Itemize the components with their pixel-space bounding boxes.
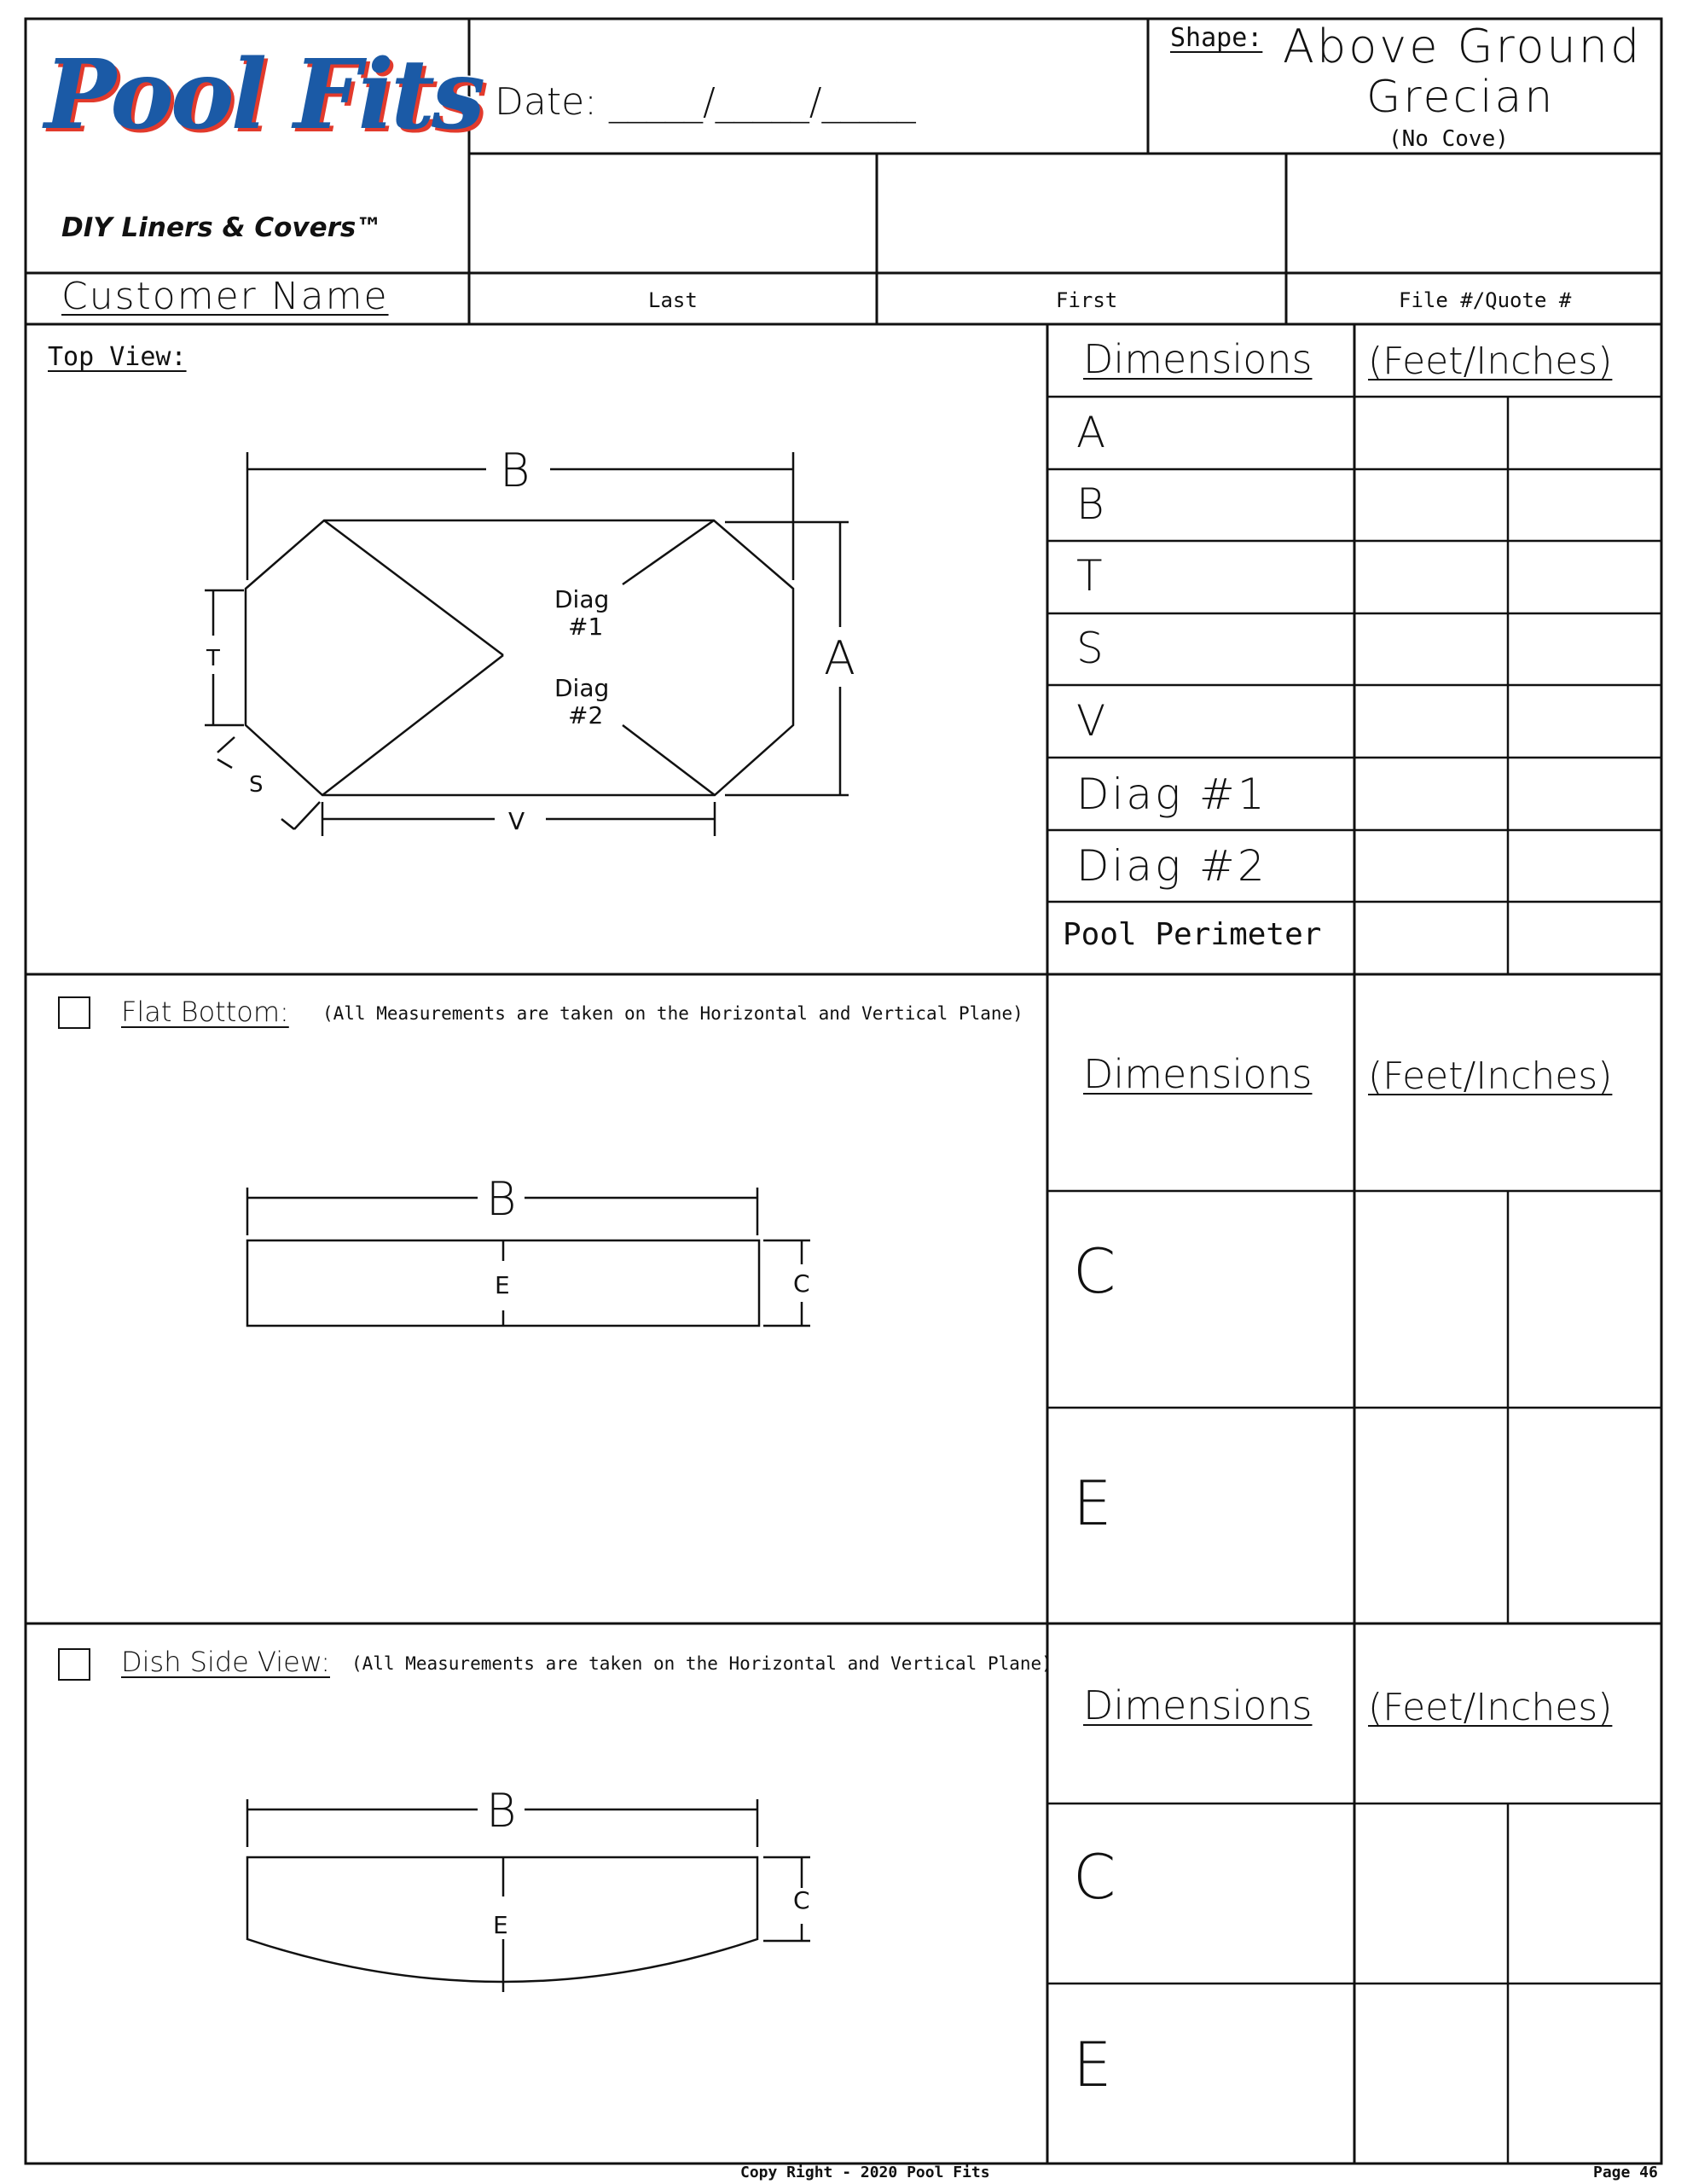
logo-tagline: DIY Liners & Covers™ xyxy=(61,212,383,243)
flat-bottom-note: (All Measurements are taken on the Horizontal and Vertical Plane) xyxy=(322,1003,1023,1024)
top-b-label: B xyxy=(500,444,530,497)
dish-dimensions-header: Dimensions xyxy=(1083,1682,1313,1728)
flat-row-label-c: C xyxy=(1073,1235,1116,1307)
flat-c-label: C xyxy=(793,1269,810,1298)
shape-label: Shape: xyxy=(1170,23,1263,53)
pool-fits-logo: Pool Fits xyxy=(44,39,483,151)
file-quote-field[interactable] xyxy=(1288,155,1660,271)
top-s-label: S xyxy=(249,772,264,798)
flat-bottom-title: Flat Bottom: xyxy=(121,996,289,1028)
top-v-label: V xyxy=(508,807,525,835)
row-label-b: B xyxy=(1076,479,1104,529)
date-field[interactable]: Date: _____/_____/_____ xyxy=(495,80,916,124)
footer-copyright: Copy Right - 2020 Pool Fits xyxy=(740,2164,990,2181)
dish-side-diagram xyxy=(0,1623,1023,2169)
row-label-v: V xyxy=(1076,696,1106,746)
row-label-pool-perimeter: Pool Perimeter xyxy=(1063,917,1322,952)
file-quote-label: File #/Quote # xyxy=(1399,288,1572,312)
row-label-t: T xyxy=(1076,551,1103,601)
row-label-diag1: Diag #1 xyxy=(1076,770,1267,819)
flat-bottom-diagram xyxy=(0,974,1023,1623)
row-label-diag2: Diag #2 xyxy=(1076,841,1267,891)
dish-row-label-e: E xyxy=(1073,2029,1112,2100)
last-label: Last xyxy=(648,288,698,312)
flat-units-header: (Feet/Inches) xyxy=(1368,1054,1613,1098)
dish-e-label: E xyxy=(493,1911,508,1939)
diag2-label-a: Diag xyxy=(554,674,610,702)
top-view-title: Top View: xyxy=(48,342,187,372)
row-label-a: A xyxy=(1076,408,1106,457)
diag1-label-a: Diag xyxy=(554,585,610,613)
customer-name-label: Customer Name xyxy=(61,275,389,318)
top-a-label: A xyxy=(824,631,855,685)
flat-b-label: B xyxy=(486,1172,517,1226)
shape-name-line1: Above Ground xyxy=(1283,20,1643,73)
shape-name-line2: Grecian xyxy=(1366,72,1556,123)
top-view-diagram xyxy=(0,324,1023,973)
top-t-label: T xyxy=(206,646,220,671)
last-name-field[interactable] xyxy=(471,155,875,271)
diag2-label-b: #2 xyxy=(568,701,604,729)
flat-e-label: E xyxy=(495,1271,510,1299)
dish-row-label-c: C xyxy=(1073,1841,1116,1913)
footer-page-number: Page 46 xyxy=(1593,2164,1658,2181)
dish-units-header: (Feet/Inches) xyxy=(1368,1686,1613,1729)
shape-note: (No Cove) xyxy=(1388,126,1509,152)
dish-b-label: B xyxy=(486,1784,517,1838)
top-units-header: (Feet/Inches) xyxy=(1368,340,1613,383)
first-name-field[interactable] xyxy=(878,155,1284,271)
dish-side-note: (All Measurements are taken on the Horizontal and Vertical Plane) xyxy=(351,1653,1052,1674)
flat-dimensions-header: Dimensions xyxy=(1083,1051,1313,1097)
row-label-s: S xyxy=(1076,624,1104,673)
top-dimensions-header: Dimensions xyxy=(1083,336,1313,382)
dish-c-label: C xyxy=(793,1886,810,1914)
dish-side-title: Dish Side View: xyxy=(121,1646,330,1678)
flat-row-label-e: E xyxy=(1073,1467,1112,1539)
first-label: First xyxy=(1056,288,1118,312)
diag1-label-b: #1 xyxy=(568,613,604,641)
